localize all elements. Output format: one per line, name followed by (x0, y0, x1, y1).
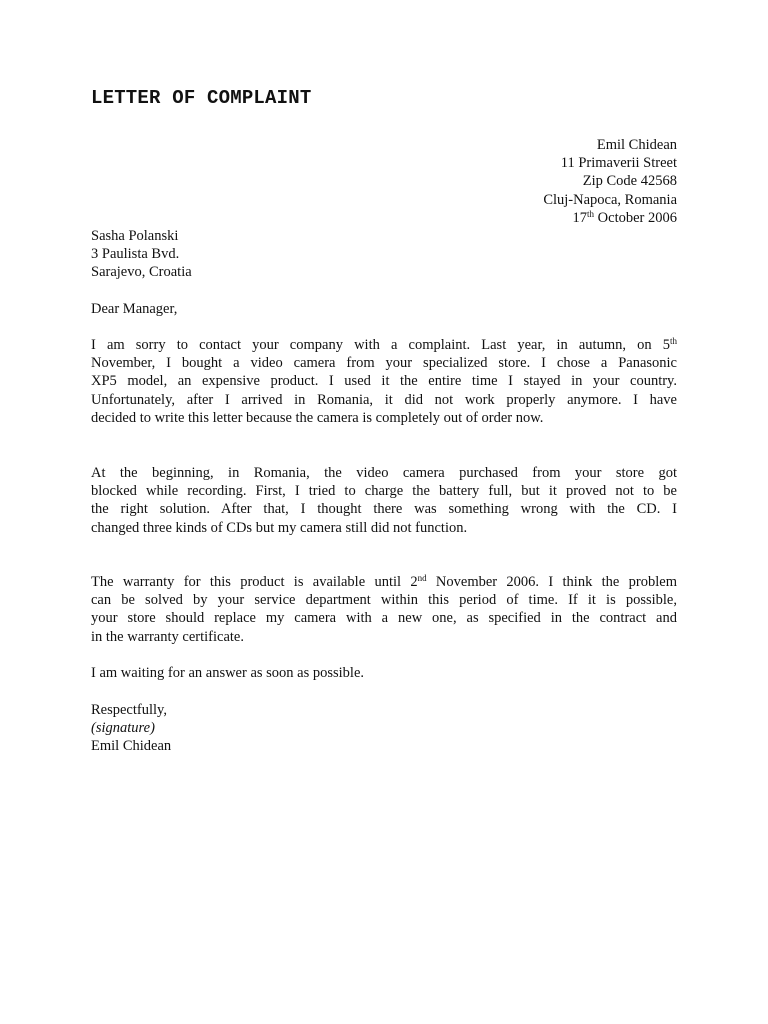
signature-note: (signature) (91, 720, 155, 737)
salutation: Dear Manager, (91, 301, 178, 317)
paragraph-1-line-1-text: I am sorry to contact your company with a complaint. Last year, in autumn, on 5 (91, 337, 670, 353)
paragraph-2-line-2: blocked while recording. First, I tried to charge the battery full, but it proved not to be (91, 483, 677, 500)
paragraph-3-line-4: in the warranty certificate. (91, 628, 244, 645)
paragraph-1-line-2: November, I bought a video camera from your specialized store. I chose a Panasonic (91, 355, 677, 372)
letter-date (543, 209, 677, 227)
paragraph-1-line-4: Unfortunately, after I arrived in Romania, it did not work properly anymore. I have (91, 391, 677, 408)
sender-name: Emil Chidean (596, 137, 677, 153)
signer-name: Emil Chidean (91, 738, 172, 755)
paragraph-3-line-1-text-a: The warranty for this product is available until 2 (91, 574, 418, 590)
paragraph-1-line-1 (91, 336, 677, 354)
date-day: 17 (572, 209, 588, 226)
sender-street: 11 Primaverii Street (560, 155, 677, 172)
valediction: Respectfully, (91, 702, 167, 718)
paragraph-3-ordinal: nd (417, 573, 427, 583)
paragraph-1-line-3: XP5 model, an expensive product. I used it the entire time I stayed in your country. (91, 373, 677, 390)
recipient-street: 3 Paulista Bvd. (91, 246, 180, 263)
paragraph-1-line-5: decided to write this letter because the camera is completely out of order now. (91, 409, 544, 426)
date-ordinal: th (587, 208, 595, 219)
sender-address (543, 136, 677, 227)
signoff (91, 701, 677, 756)
paragraph-2-line-4: changed three kinds of CDs but my camera still did not function. (91, 519, 468, 536)
paragraph-2-line-1: At the beginning, in Romania, the video camera purchased from your store got (91, 465, 677, 481)
date-month-year: October 2006 (594, 209, 677, 226)
recipient-city: Sarajevo, Croatia (91, 264, 192, 281)
paragraph-3-line-1-text-b: November 2006. I think the problem (426, 574, 677, 590)
paragraph-3-line-2: can be solved by your service department within this period of time. If it is possible, (91, 592, 677, 609)
paragraph-3-line-3: your store should replace my camera with a new one, as specified in the contract and (91, 610, 677, 627)
sender-city: Cluj-Napoca, Romania (543, 191, 677, 208)
letter-title: LETTER OF COMPLAINT (91, 87, 312, 109)
paragraph-2 (91, 464, 677, 537)
paragraph-3 (91, 573, 677, 646)
paragraph-1 (91, 336, 677, 427)
paragraph-3-line-1 (91, 573, 677, 591)
recipient-address (91, 227, 192, 282)
paragraph-1-ordinal: th (669, 336, 677, 346)
paragraph-2-line-3: the right solution. After that, I thought there was something wrong with the CD. I (91, 501, 677, 518)
recipient-name: Sasha Polanski (91, 228, 179, 244)
sender-zip: Zip Code 42568 (582, 173, 677, 190)
closing-line: I am waiting for an answer as soon as possible. (91, 665, 365, 681)
